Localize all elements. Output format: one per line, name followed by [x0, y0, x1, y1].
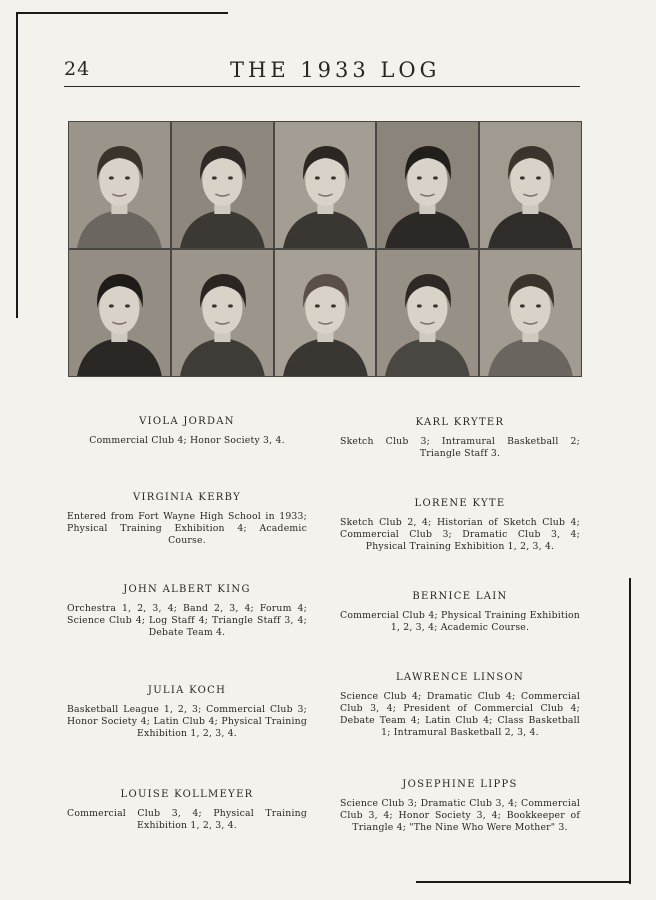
entry-jordan [67, 416, 307, 447]
student-name: JOHN ALBERT KING [123, 584, 251, 595]
portrait-3 [275, 122, 376, 248]
student-name: KARL KRYTER [415, 417, 505, 428]
portrait-1 [69, 122, 170, 248]
page-title: THE 1933 LOG [230, 58, 441, 82]
student-activities: Commercial Club 4; Honor Society 3, 4. [89, 435, 285, 446]
portrait-6 [69, 250, 170, 376]
page-number: 24 [64, 58, 91, 80]
student-activities: Commercial Club 3, 4; Physical Training Exhibition 1, 2, 3, 4. [67, 808, 307, 831]
portrait-5 [480, 122, 581, 248]
portrait-10 [480, 250, 581, 376]
frame-top-left [16, 12, 228, 14]
entry-lipps [340, 779, 580, 834]
entry-koch [67, 685, 307, 740]
student-activities: Sketch Club 3; Intramural Basketball 2; Triangle Staff 3. [340, 436, 580, 459]
entry-kryter [340, 417, 580, 460]
student-activities: Entered from Fort Wayne High School in 1933; Physical Training Exhibition 4; Academic Course. [67, 511, 307, 546]
student-activities: Science Club 4; Dramatic Club 4; Commercial Club 3, 4; President of Commercial Club 4; Debate Team 4; Latin Club 4; Class Basketball 1; Intramural Basketball 2, 3, 4. [340, 691, 580, 738]
student-activities: Commercial Club 4; Physical Training Exhibition 1, 2, 3, 4; Academic Course. [340, 610, 580, 633]
student-name: BERNICE LAIN [412, 591, 508, 602]
portrait-8 [275, 250, 376, 376]
frame-right [629, 578, 631, 884]
student-activities: Orchestra 1, 2, 3, 4; Band 2, 3, 4; Forum 4; Science Club 4; Log Staff 4; Triangle Staff 3, 4; Debate Team 4. [67, 603, 307, 638]
student-name: LORENE KYTE [414, 498, 506, 509]
student-name: LOUISE KOLLMEYER [120, 789, 254, 800]
entry-linson [340, 672, 580, 739]
portrait-4 [377, 122, 478, 248]
entry-lain [340, 591, 580, 634]
entry-kollmeyer [67, 789, 307, 832]
student-activities: Science Club 3; Dramatic Club 3, 4; Commercial Club 3, 4; Honor Society 3, 4; Bookkeeper of Triangle 4; "The Nine Who Were Mother" 3. [340, 798, 580, 833]
student-name: JOSEPHINE LIPPS [402, 779, 518, 790]
student-name: LAWRENCE LINSON [395, 672, 525, 683]
student-name: JULIA KOCH [147, 685, 227, 696]
entry-kerby [67, 492, 307, 547]
portrait-7 [172, 250, 273, 376]
entry-king [67, 584, 307, 639]
frame-left [16, 12, 18, 318]
frame-bottom-right [416, 881, 631, 883]
student-activities: Basketball League 1, 2, 3; Commercial Club 3; Honor Society 4; Latin Club 4; Physical Training Exhibition 1, 2, 3, 4. [67, 704, 307, 739]
entry-kyte [340, 498, 580, 553]
portrait-2 [172, 122, 273, 248]
student-activities: Sketch Club 2, 4; Historian of Sketch Club 4; Commercial Club 3; Dramatic Club 3, 4; Physical Training Exhibition 1, 2, 3, 4. [340, 517, 580, 552]
portrait-grid [68, 121, 582, 377]
student-name: VIOLA JORDAN [139, 416, 235, 427]
student-name: VIRGINIA KERBY [132, 492, 241, 503]
header-rule [64, 86, 580, 87]
portrait-9 [377, 250, 478, 376]
